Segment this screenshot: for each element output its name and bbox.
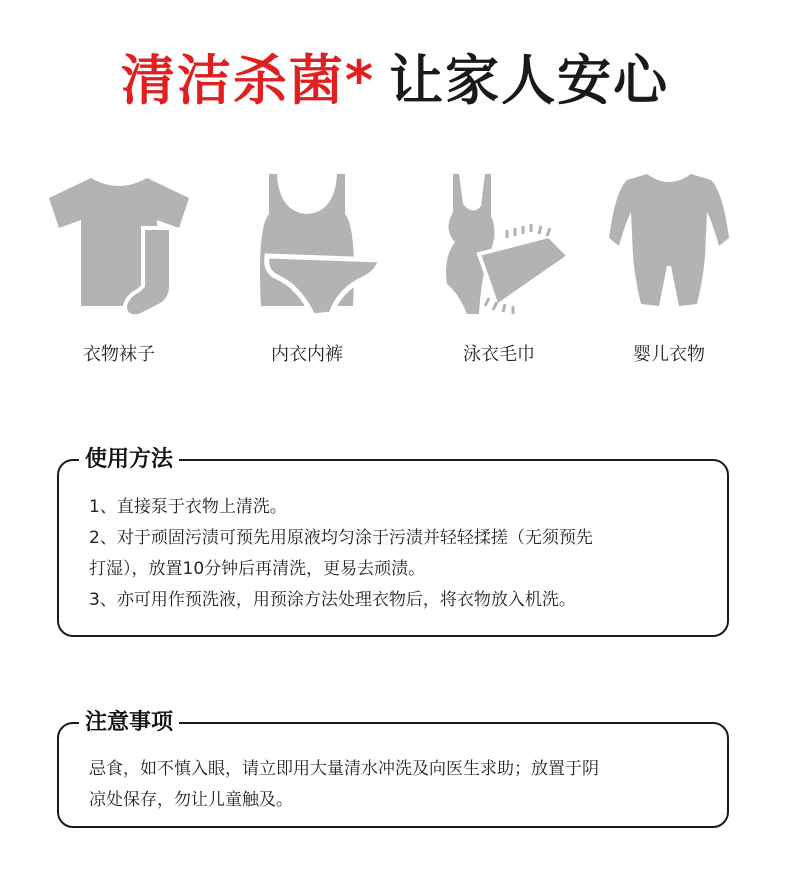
category-label: 衣物袜子 bbox=[83, 344, 155, 365]
category-clothes-socks bbox=[24, 168, 214, 365]
usage-title: 使用方法 bbox=[79, 444, 179, 476]
usage-panel bbox=[57, 447, 729, 637]
caution-body bbox=[89, 754, 703, 816]
category-icons bbox=[0, 168, 790, 368]
headline bbox=[0, 46, 790, 116]
tshirt-sock-icon bbox=[39, 168, 199, 318]
headline-accent: 清洁杀菌* bbox=[120, 49, 376, 112]
caution-line: 凉处保存，勿让儿童触及。 bbox=[89, 790, 293, 810]
caution-panel bbox=[57, 710, 729, 828]
category-baby bbox=[574, 168, 764, 365]
category-label: 内衣内裤 bbox=[271, 344, 343, 365]
category-label: 泳衣毛巾 bbox=[463, 344, 535, 365]
usage-line: 打湿），放置10分钟后再清洗，更易去顽渍。 bbox=[89, 559, 426, 579]
category-swim-towel bbox=[404, 168, 594, 365]
category-label: 婴儿衣物 bbox=[633, 344, 705, 365]
caution-line: 忌食，如不慎入眼，请立即用大量清水冲洗及向医生求助；放置于阴 bbox=[89, 759, 599, 779]
swimsuit-towel-icon bbox=[419, 168, 579, 318]
usage-line: 1、直接泵于衣物上清洗。 bbox=[89, 497, 287, 517]
usage-line: 3、亦可用作预洗液，用预涂方法处理衣物后，将衣物放入机洗。 bbox=[89, 590, 576, 610]
usage-line: 2、对于顽固污渍可预先用原液均匀涂于污渍并轻轻揉搓（无须预先 bbox=[89, 528, 593, 548]
category-underwear bbox=[212, 168, 402, 365]
tanktop-briefs-icon bbox=[227, 168, 387, 318]
usage-body bbox=[89, 492, 703, 616]
baby-onesie-icon bbox=[589, 168, 749, 318]
headline-main: 让家人安心 bbox=[389, 49, 670, 112]
caution-title: 注意事项 bbox=[79, 707, 179, 739]
